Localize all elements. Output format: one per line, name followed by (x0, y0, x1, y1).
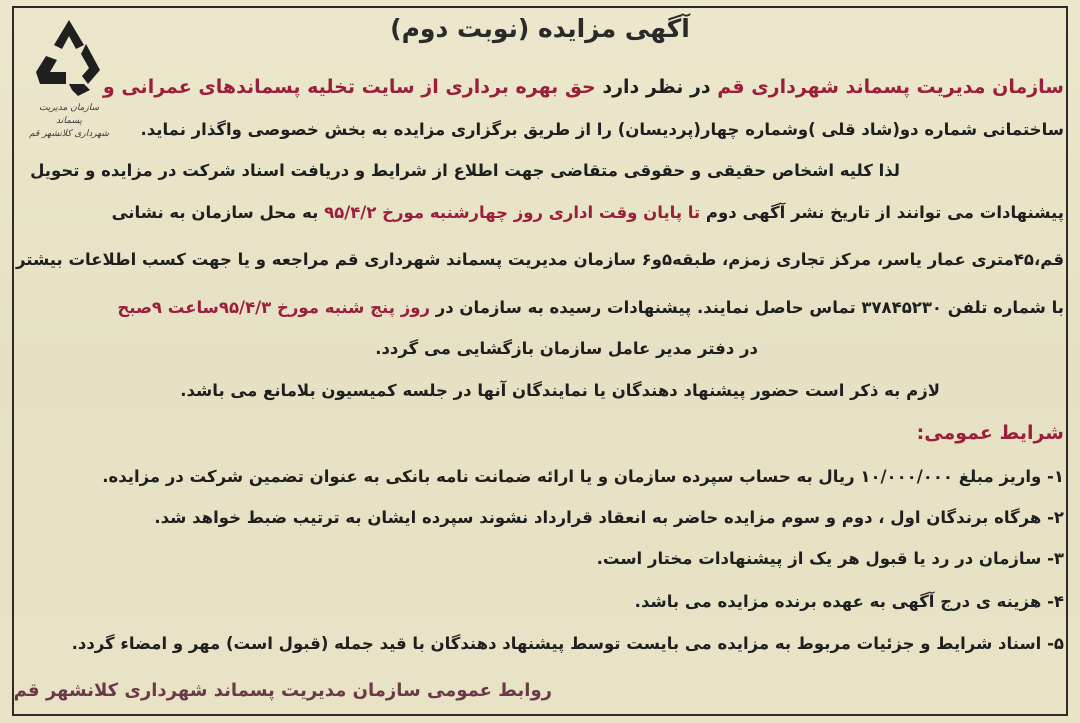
footer-signature: روابط عمومی سازمان مدیریت پسماند شهرداری کلانشهر قم (13, 680, 552, 701)
intro-line-2: ساختمانی شماره دو(شاد قلی )وشماره چهار(پردیسان) را از طریق برگزاری مزایده به بخش خصوصی واگذار نماید. (140, 120, 1064, 139)
organization-name: سازمان مدیریت پسماند شهرداری قم (717, 76, 1064, 98)
condition-item-5: ۵- اسناد شرایط و جزئیات مربوط به مزایده می بایست توسط پیشنهاد دهندگان با قید جمله (قبول است) مهر و امضاء گردد. (71, 634, 1064, 653)
condition-item-1: ۱- واریز مبلغ ۱۰/۰۰۰/۰۰۰ ریال به حساب سپرده سازمان و یا ارائه ضمانت نامه بانکی به عنوان تضمین شرکت در مزایده. (102, 467, 1064, 486)
condition-item-2: ۲- هرگاه برندگان اول ، دوم و سوم مزایده حاضر به انعقاد قرارداد نشوند سپرده ایشان به ترتیب ضبط خواهد شد. (154, 508, 1064, 527)
logo-caption-line2: شهرداری کلانشهر قم (29, 129, 109, 139)
opening-date-text: روز پنج شنبه مورخ ۹۵/۴/۳ساعت ۹صبح (117, 298, 430, 317)
para2-line-3: قم،۴۵متری عمار یاسر، مرکز تجاری زمزم، طبقه۵و۶ سازمان مدیریت پسماند شهرداری قم مراجعه و یا جهت کسب اطلاعات بیشتر (16, 250, 1064, 269)
conditions-heading: شرایط عمومی: (916, 422, 1064, 444)
intro-line-1 (103, 76, 1064, 98)
para2-line-2-start: پیشنهادات می توانند از تاریخ نشر آگهی دوم (700, 203, 1064, 222)
logo-caption-line1: سازمان مدیریت پسماند (38, 103, 100, 126)
notice-title: آگهی مزایده (نوبت دوم) (390, 14, 690, 43)
subject-text: حق بهره برداری از سایت تخلیه پسماندهای عمرانی و (102, 76, 596, 98)
intro-mid-text: در نظر دارد (595, 76, 718, 98)
para2-line-6: لازم به ذکر است حضور پیشنهاد دهندگان یا نمایندگان آنها در جلسه کمیسیون بلامانع می باشد. (180, 381, 940, 400)
para2-line-4-start: با شماره تلفن ۳۷۸۴۵۲۳۰ تماس حاصل نمایند. پیشنهادات رسیده به سازمان در (429, 298, 1064, 317)
condition-item-3: ۳- سازمان در رد یا قبول هر یک از پیشنهادات مختار است. (596, 549, 1064, 568)
para2-line-5: در دفتر مدیر عامل سازمان بازگشایی می گردد. (375, 339, 758, 358)
para2-line-4 (117, 298, 1064, 317)
para2-line-2-end: به محل سازمان به نشانی (111, 203, 325, 222)
para2-line-2 (112, 203, 1064, 222)
deadline-text: تا پایان وقت اداری روز چهارشنبه مورخ ۹۵/۴/۲ (324, 203, 701, 222)
condition-item-4: ۴- هزینه ی درج آگهی به عهده برنده مزایده می باشد. (634, 592, 1064, 611)
para2-line-1: لذا کلیه اشخاص حقیقی و حقوقی متقاضی جهت اطلاع از شرایط و دریافت اسناد شرکت در مزایده و تحویل (30, 161, 900, 180)
